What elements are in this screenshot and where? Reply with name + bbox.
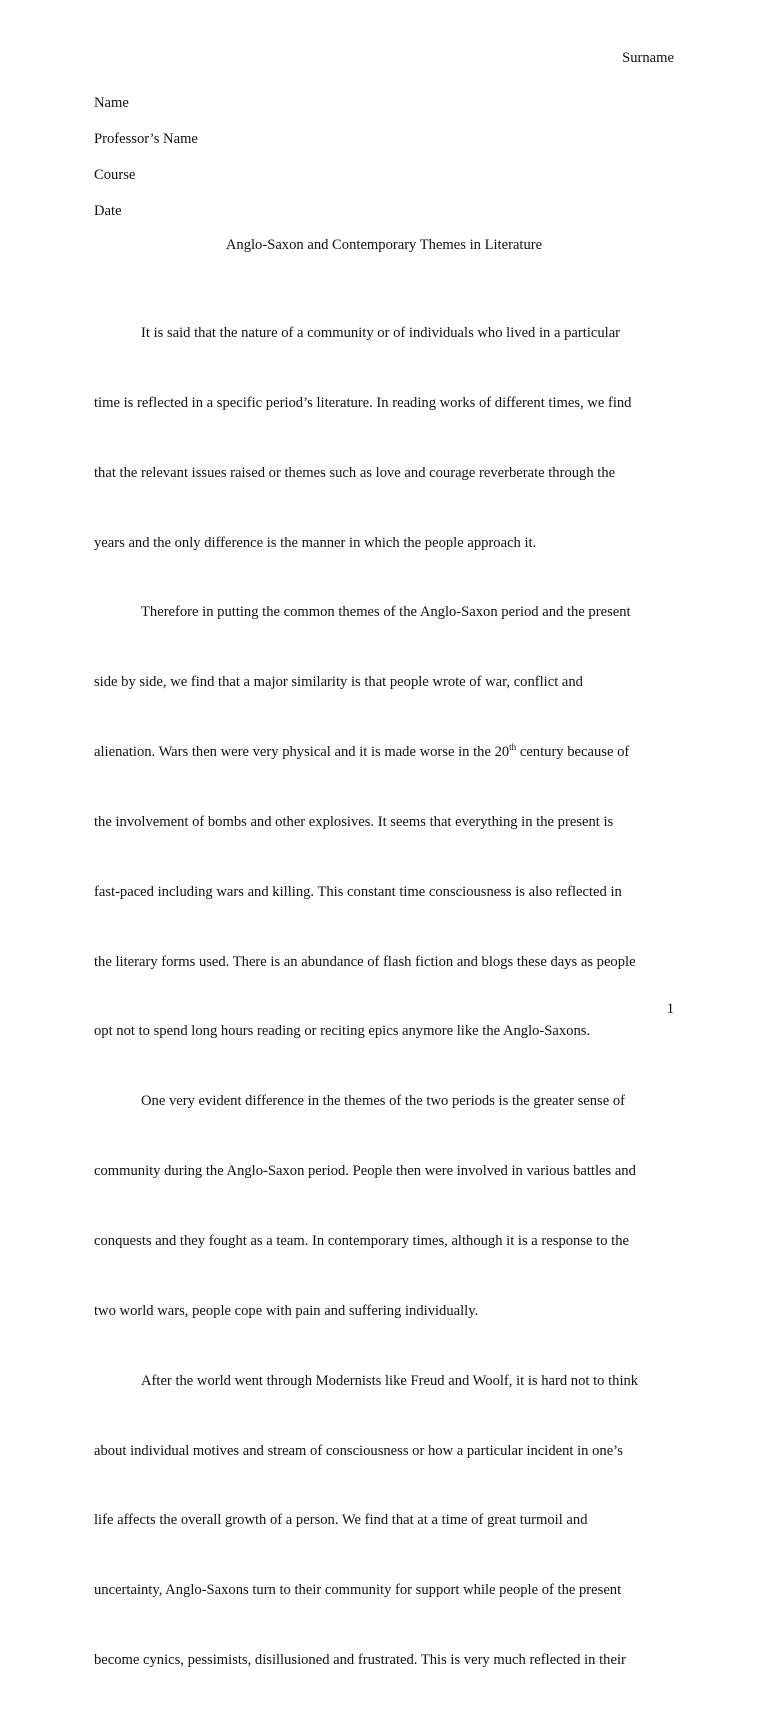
body-line: time is reflected in a specific period’s literature. In reading works of different times, we find: [94, 394, 632, 411]
body-line: the involvement of bombs and other explosives. It seems that everything in the present is: [94, 813, 614, 830]
date: Date: [94, 203, 122, 219]
page-number: 1: [666, 1001, 674, 1017]
heading-block: [94, 94, 674, 238]
body-line: opt not to spend long hours reading or reciting epics anymore like the Anglo-Saxons.: [94, 1023, 591, 1040]
running-head: Surname: [622, 50, 674, 66]
body-line: uncertainty, Anglo-Saxons turn to their community for support while people of the present: [94, 1582, 622, 1599]
body-text-segment: century because of: [516, 744, 630, 761]
body-line: life affects the overall growth of a person. We find that at a time of great turmoil and: [94, 1512, 588, 1529]
body-line: community during the Anglo-Saxon period. People then were involved in various battles and: [94, 1163, 636, 1180]
essay-body: [94, 290, 674, 1721]
body-line: One very evident difference in the themes of the two periods is the greater sense of: [141, 1093, 625, 1110]
course-name: Course: [94, 167, 136, 183]
body-line: After the world went through Modernists like Freud and Woolf, it is hard not to think: [141, 1372, 639, 1389]
body-line: two world wars, people cope with pain and suffering individually.: [94, 1302, 479, 1319]
professor-name: Professor’s Name: [94, 131, 198, 147]
body-line: It is said that the nature of a community or of individuals who lived in a particular: [141, 325, 621, 341]
body-line-with-superscript: [94, 743, 674, 779]
body-line: Therefore in putting the common themes of the Anglo-Saxon period and the present: [141, 604, 631, 621]
body-line: conquests and they fought as a team. In contemporary times, although it is a response to the: [94, 1232, 629, 1249]
body-line: fast-paced including wars and killing. This constant time consciousness is also reflected in: [94, 883, 622, 900]
body-line: about individual motives and stream of consciousness or how a particular incident in one’s: [94, 1442, 623, 1459]
body-line: years and the only difference is the manner in which the people approach it.: [94, 534, 537, 551]
body-line: become cynics, pessimists, disillusioned and frustrated. This is very much reflected in their: [94, 1652, 626, 1669]
ordinal-superscript: th: [509, 742, 517, 753]
essay-title: Anglo-Saxon and Contemporary Themes in Literature: [225, 237, 543, 253]
body-line: that the relevant issues raised or themes such as love and courage reverberate through the: [94, 464, 616, 481]
body-text-segment: alienation. Wars then were very physical and it is made worse in the 20: [94, 744, 510, 761]
body-line: side by side, we find that a major similarity is that people wrote of war, conflict and: [94, 674, 583, 691]
body-line: the literary forms used. There is an abundance of flash fiction and blogs these days as people: [94, 953, 636, 970]
student-name: Name: [94, 95, 129, 111]
